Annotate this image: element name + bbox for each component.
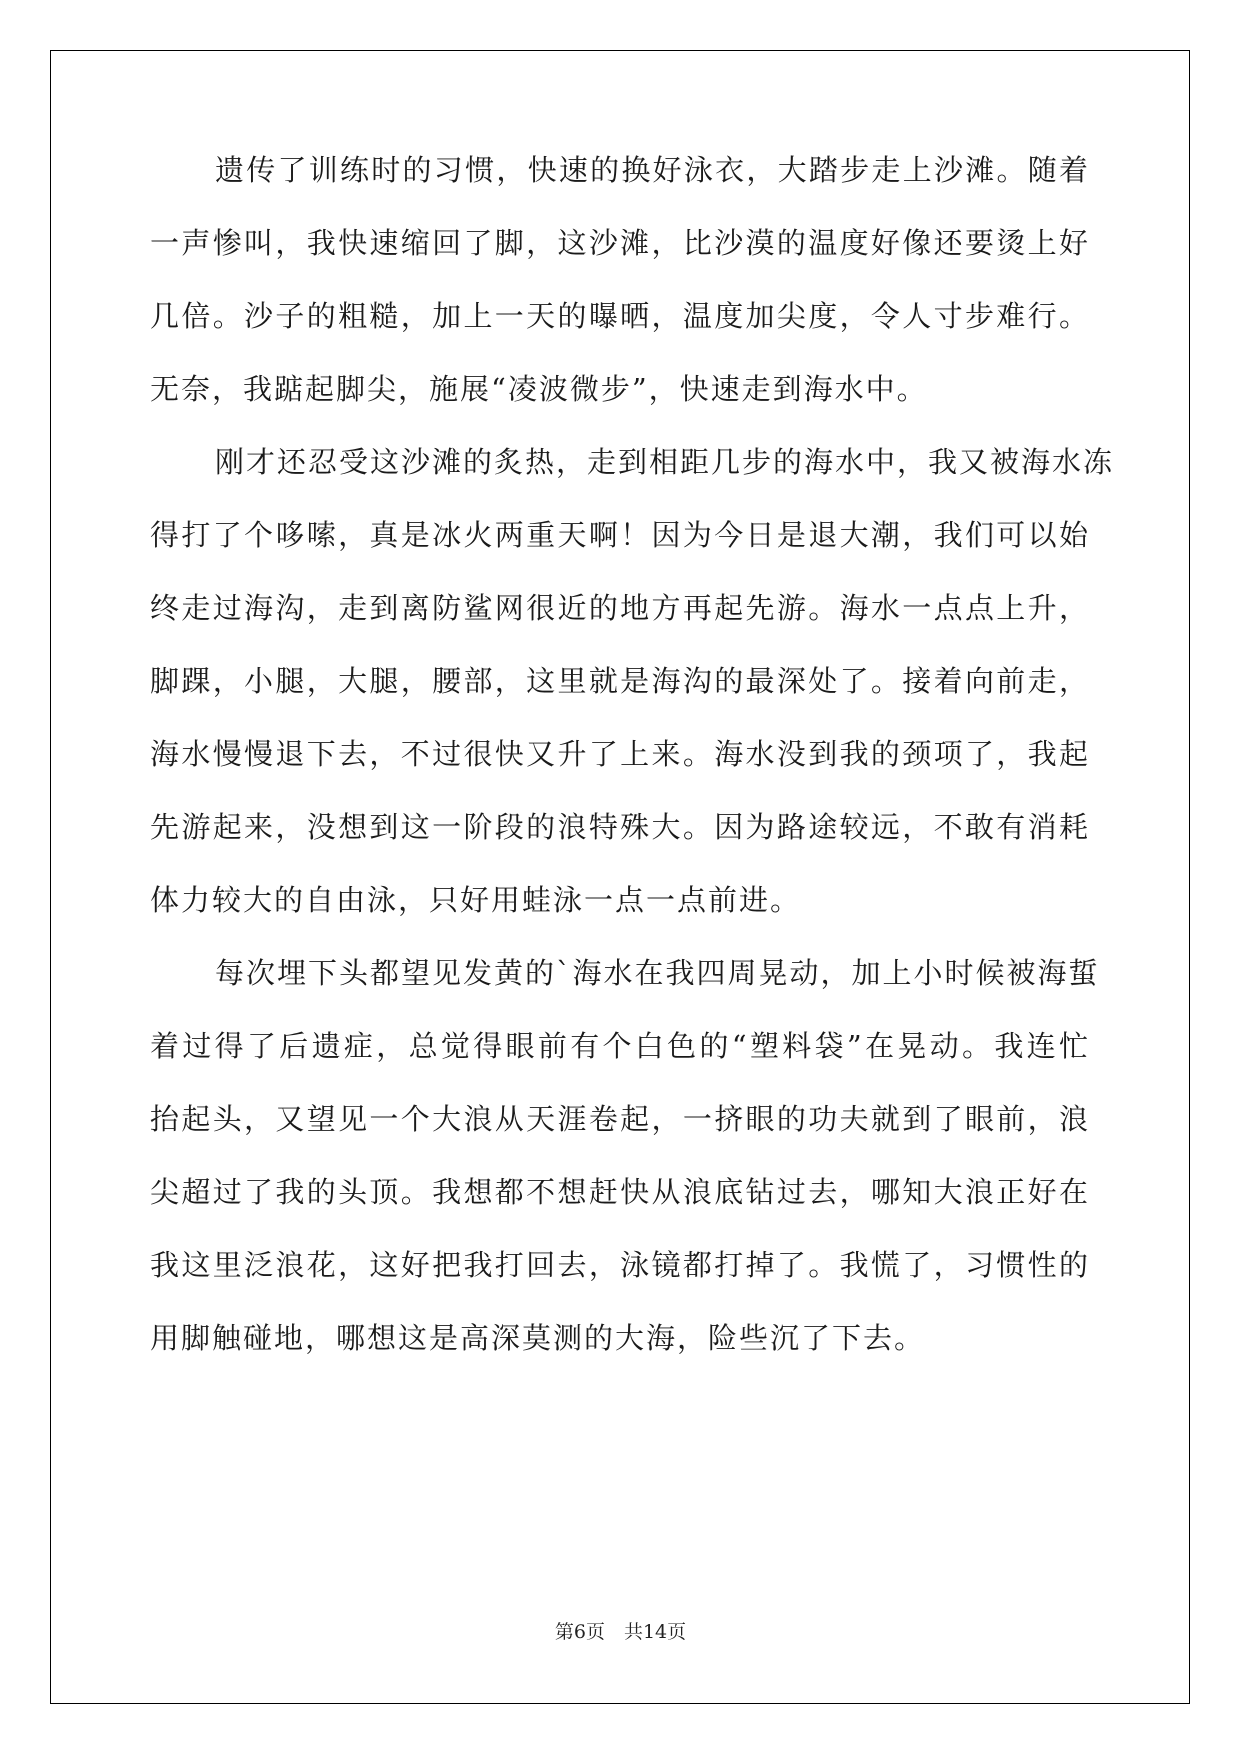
text-line: 几倍。沙子的粗糙，加上一天的曝晒，温度加尖度，令人寸步难行。 [150,299,1090,333]
text-line: 刚才还忍受这沙滩的炙热，走到相距几步的海水中，我又被海水冻 [215,445,1115,479]
text-line: 无奈，我踮起脚尖，施展“凌波微步”，快速走到海水中。 [150,372,928,406]
text-line: 先游起来，没想到这一阶段的浪特殊大。因为路途较远，不敢有消耗 [150,810,1090,844]
text-line: 终走过海沟，走到离防鲨网很近的地方再起先游。海水一点点上升， [150,591,1090,625]
text-line: 每次埋下头都望见发黄的`海水在我四周晃动，加上小时候被海蜇 [215,956,1100,990]
text-line: 着过得了后遗症，总觉得眼前有个白色的“塑料袋”在晃动。我连忙 [150,1029,1090,1063]
text-line: 得打了个哆嗦，真是冰火两重天啊！因为今日是退大潮，我们可以始 [150,518,1090,552]
text-line: 海水慢慢退下去，不过很快又升了上来。海水没到我的颈项了，我起 [150,737,1090,771]
text-line: 体力较大的自由泳，只好用蛙泳一点一点前进。 [150,883,802,917]
text-line: 用脚触碰地，哪想这是高深莫测的大海，险些沉了下去。 [150,1321,926,1355]
page-number-footer: 第6页 共14页 [554,1621,687,1643]
text-line: 抬起头，又望见一个大浪从天涯卷起，一挤眼的功夫就到了眼前，浪 [150,1102,1090,1136]
text-line: 我这里泛浪花，这好把我打回去，泳镜都打掉了。我慌了，习惯性的 [150,1248,1090,1282]
text-line: 脚踝，小腿，大腿，腰部，这里就是海沟的最深处了。接着向前走， [150,664,1090,698]
text-line: 遗传了训练时的习惯，快速的换好泳衣，大踏步走上沙滩。随着 [215,153,1090,187]
text-line: 一声惨叫，我快速缩回了脚，这沙滩，比沙漠的温度好像还要烫上好 [150,226,1090,260]
text-line: 尖超过了我的头顶。我想都不想赶快从浪底钻过去，哪知大浪正好在 [150,1175,1090,1209]
